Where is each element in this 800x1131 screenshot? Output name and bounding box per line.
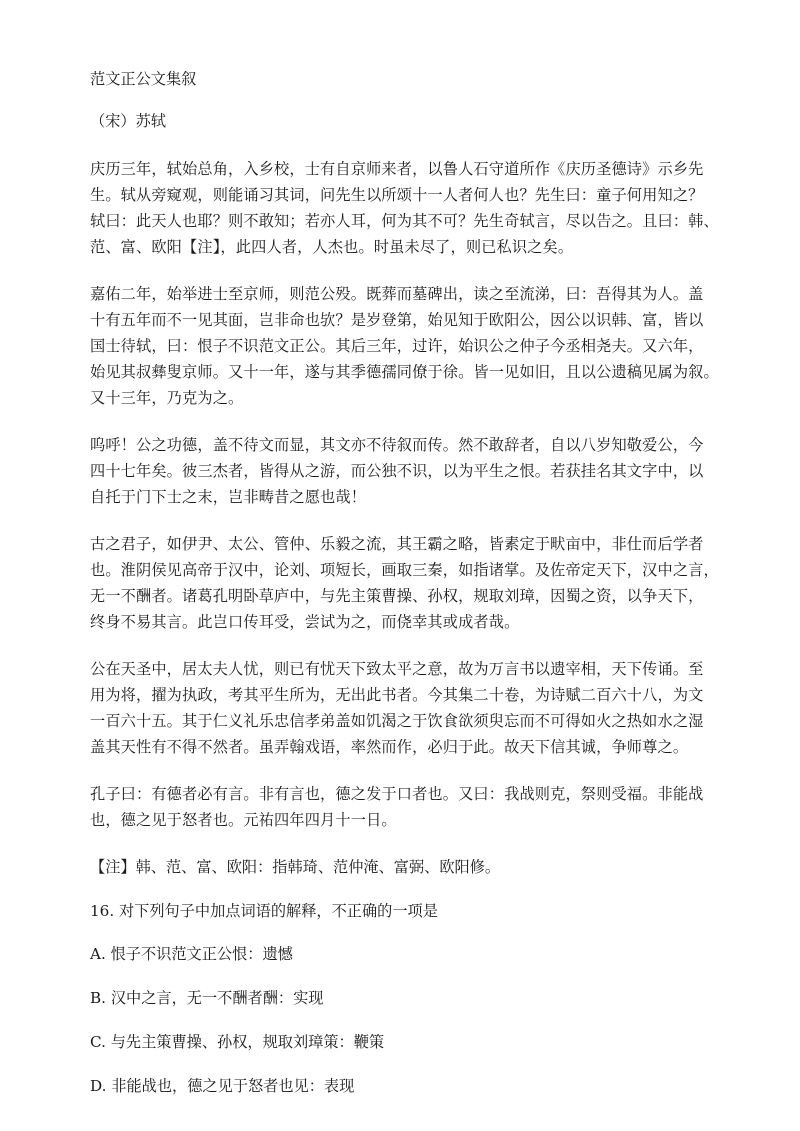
text-line: 国士待轼，曰：恨子不识范文正公。其后三年，过许，始识公之仲子今丞相尧夫。又六年，	[90, 337, 704, 355]
paragraph-6	[90, 781, 710, 833]
text-line: 轼曰：此天人也耶？则不敢知；若亦人耳，何为其不可？先生奇轼言，尽以告之。且曰：韩、	[90, 212, 719, 230]
paragraph-4	[90, 531, 719, 635]
paragraph-1	[90, 156, 719, 260]
footnote: 【注】韩、范、富、欧阳：指韩琦、范仲淹、富弼、欧阳修。	[90, 858, 501, 876]
paragraph-2	[90, 281, 719, 411]
text-line: 也。淮阴侯见高帝于汉中，论刘、项短长，画取三秦，如指诸掌。及佐帝定天下，汉中之言，	[90, 561, 719, 579]
text-line: 四十七年矣。彼三杰者，皆得从之游，而公独不识，以为平生之恨。若获挂名其文字中，以	[90, 462, 704, 480]
paragraph-5	[90, 656, 710, 760]
text-line: 盖其天性有不得不然者。虽弄翰戏语，率然而作，必归于此。故天下信其诚，争师尊之。	[90, 738, 689, 756]
paragraph-3	[90, 432, 710, 510]
option-a: A. 恨子不识范文正公恨：遗憾	[90, 945, 293, 963]
text-line: 无一不酬者。诸葛孔明卧草庐中，与先主策曹操、孙权，规取刘璋，因蜀之资，以争天下，	[90, 587, 704, 605]
option-c: C. 与先主策曹操、孙权，规取刘璋策：鞭策	[90, 1033, 385, 1051]
text-line: 一百六十五。其于仁义礼乐忠信孝弟盖如饥渴之于饮食欲须臾忘而不可得如火之热如水之湿	[90, 712, 704, 730]
question-stem: 16. 对下列句子中加点词语的解释，不正确的一项是	[90, 902, 438, 920]
text-line: 生。轼从旁窥观，则能诵习其词，问先生以所颂十一人者何人也？先生曰：童子何用知之？	[90, 186, 704, 204]
option-b: B. 汉中之言，无一不酬者酬：实现	[90, 989, 324, 1007]
text-line: 始见其叔彝叟京师。又十一年，遂与其季德孺同僚于徐。皆一见如旧，且以公遗稿见属为叙。	[90, 363, 719, 381]
text-line: 也，德之见于怒者也。元祐四年四月十一日。	[90, 811, 397, 829]
text-line: 又十三年，乃克为之。	[90, 389, 244, 407]
text-line: 终身不易其言。此岂口传耳受，尝试为之，而侥幸其或成者哉。	[90, 613, 520, 631]
document-page	[90, 66, 719, 1117]
text-line: 范、富、欧阳【注】，此四人者，人杰也。时虽未尽了，则已私识之矣。	[90, 238, 574, 256]
text-line: 用为将，擢为执政，考其平生所为，无出此书者。今其集二十卷，为诗赋二百六十八，为文	[90, 686, 704, 704]
text-line: 古之君子，如伊尹、太公、管仲、乐毅之流，其王霸之略，皆素定于畎亩中，非仕而后学者	[90, 535, 704, 553]
text-line: 自托于门下士之末，岂非畴昔之愿也哉！	[90, 488, 367, 506]
text-line: 嘉佑二年，始举进士至京师，则范公殁。既葬而墓碑出，读之至流涕，曰：吾得其为人。盖	[90, 285, 704, 303]
text-line: 孔子曰：有德者必有言。非有言也，德之发于口者也。又曰：我战则克，祭则受福。非能战	[90, 785, 704, 803]
text-line: 公在天圣中，居太夫人忧，则已有忧天下致太平之意，故为万言书以遗宰相，天下传诵。至	[90, 660, 704, 678]
document-author: （宋）苏轼	[90, 112, 166, 130]
text-line: 庆历三年，轼始总角，入乡校，士有自京师来者，以鲁人石守道所作《庆历圣德诗》示乡先	[90, 160, 704, 178]
text-line: 呜呼！公之功德，盖不待文而显，其文亦不待叙而传。然不敢辞者，自以八岁知敬爱公，今	[90, 436, 704, 454]
text-line: 十有五年而不一见其面，岂非命也欤？是岁登第，始见知于欧阳公，因公以识韩、富，皆以	[90, 311, 704, 329]
document-title: 范文正公文集叙	[90, 70, 197, 88]
option-d: D. 非能战也，德之见于怒者也见：表现	[90, 1077, 355, 1095]
